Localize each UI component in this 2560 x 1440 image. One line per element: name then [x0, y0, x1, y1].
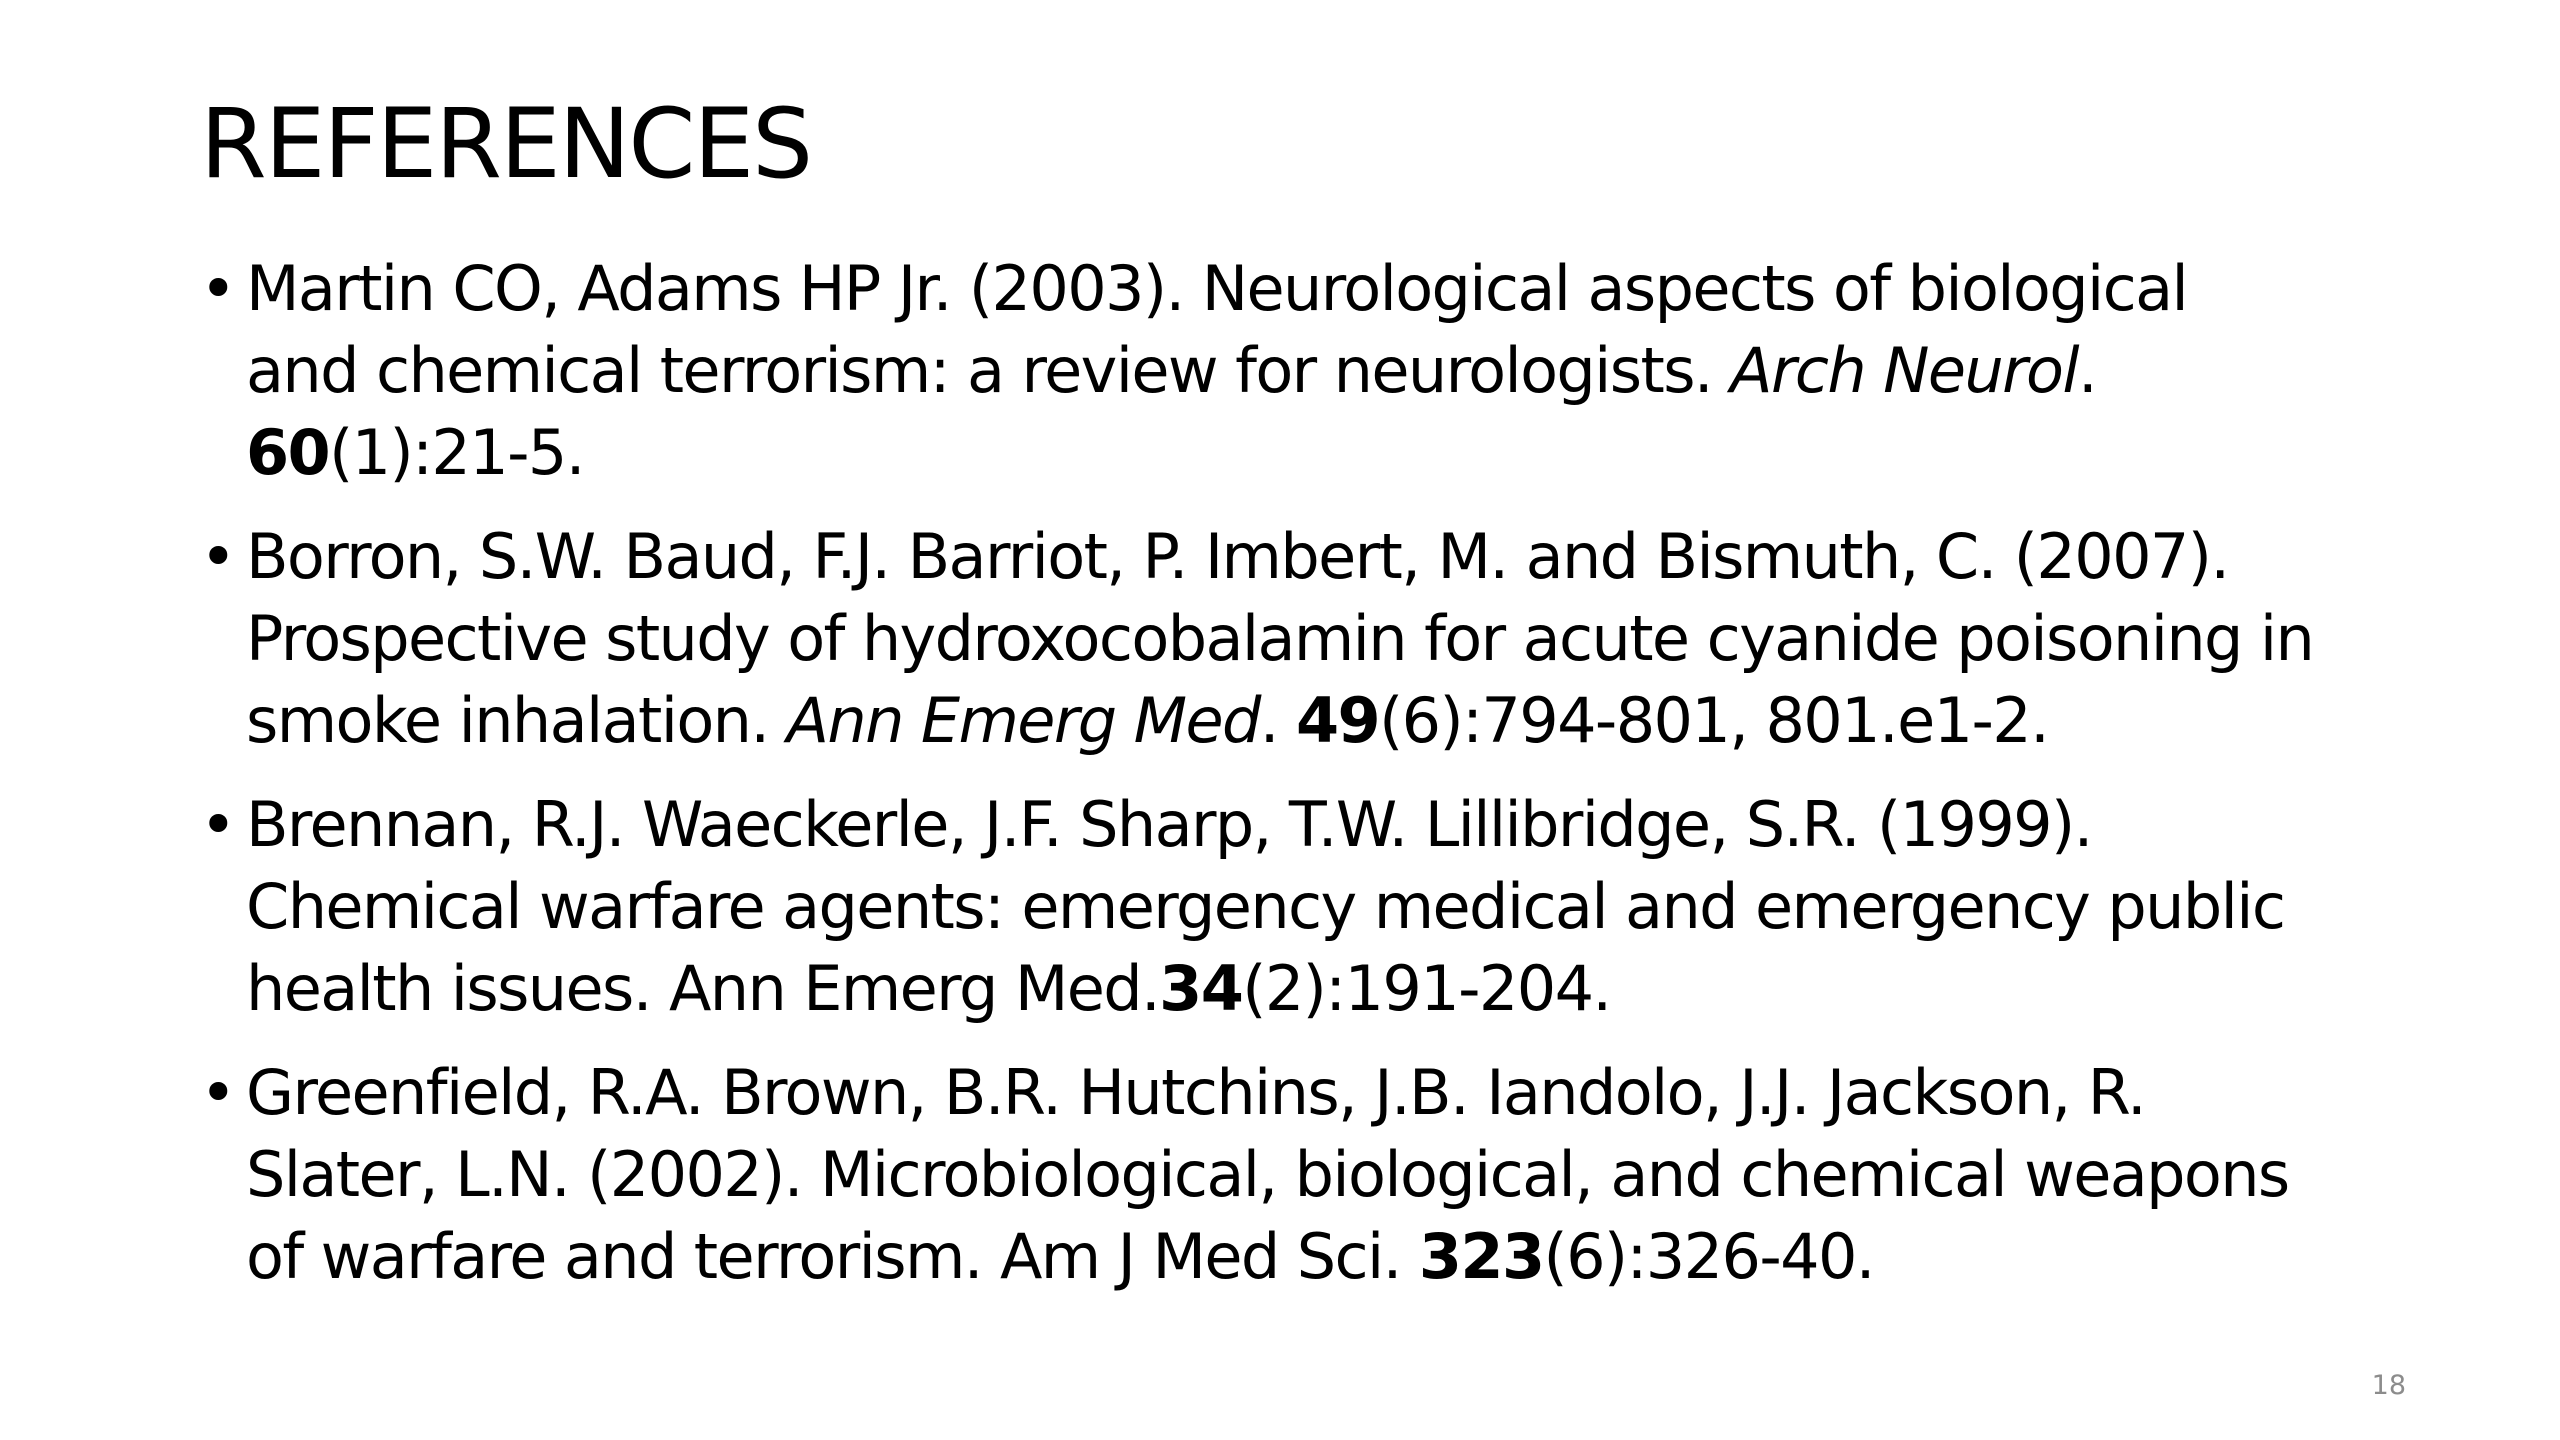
reference-item-brennan — [200, 784, 2400, 1030]
bullet-icon: • — [200, 788, 235, 861]
reference-line — [246, 948, 2400, 1030]
journal-name: Ann Emerg Med — [786, 684, 1260, 757]
reference-text: Greenfield, R.A. Brown, B.R. Hutchins, J.B. Iandolo, J.J. Jackson, R. — [246, 1056, 2146, 1129]
reference-line — [246, 1134, 2400, 1216]
page-range: (6):326-40. — [1543, 1220, 1874, 1293]
reference-text: health issues. Ann Emerg Med. — [246, 952, 1160, 1025]
page-number: 18 — [2371, 1370, 2406, 1401]
bullet-icon: • — [200, 252, 235, 325]
reference-text: Chemical warfare agents: emergency medical and emergency public — [246, 870, 2285, 943]
journal-name: Arch Neurol — [1730, 334, 2078, 407]
page-range: (2):191-204. — [1242, 952, 1611, 1025]
volume-number: 323 — [1418, 1220, 1544, 1293]
reference-text: Slater, L.N. (2002). Microbiological, biological, and chemical weapons — [246, 1138, 2289, 1211]
page-range: (1):21-5. — [329, 416, 584, 489]
reference-line — [246, 1216, 2400, 1298]
bullet-icon: • — [200, 520, 235, 593]
bullet-icon: • — [200, 1056, 235, 1129]
slide-title: REFERENCES — [200, 88, 812, 200]
reference-line — [246, 866, 2400, 948]
page-range: (6):794-801, 801.e1-2. — [1379, 684, 2049, 757]
reference-line — [246, 516, 2400, 598]
reference-text: of warfare and terrorism. Am J Med Sci. — [246, 1220, 1419, 1293]
volume-number: 49 — [1295, 684, 1380, 757]
reference-line — [246, 680, 2400, 762]
reference-text: Borron, S.W. Baud, F.J. Barriot, P. Imbert, M. and Bismuth, C. (2007). — [246, 520, 2229, 593]
volume-number: 34 — [1159, 952, 1243, 1025]
references-list — [200, 248, 2400, 1320]
reference-text: Prospective study of hydroxocobalamin for acute cyanide poisoning in — [246, 602, 2314, 675]
reference-text: smoke inhalation. — [246, 684, 787, 757]
reference-line — [246, 784, 2400, 866]
reference-text: and chemical terrorism: a review for neurologists. — [246, 334, 1731, 407]
reference-line — [246, 330, 2400, 412]
reference-text: . — [1259, 684, 1296, 757]
reference-line — [246, 248, 2400, 330]
reference-item-martin — [200, 248, 2400, 494]
reference-text: Brennan, R.J. Waeckerle, J.F. Sharp, T.W. Lillibridge, S.R. (1999). — [246, 788, 2092, 861]
reference-text: . — [2078, 334, 2097, 407]
reference-item-borron — [200, 516, 2400, 762]
volume-number: 60 — [246, 416, 330, 489]
reference-line — [246, 598, 2400, 680]
reference-line — [246, 412, 2400, 494]
reference-item-greenfield — [200, 1052, 2400, 1298]
reference-text: Martin CO, Adams HP Jr. (2003). Neurological aspects of biological — [246, 252, 2188, 325]
reference-line — [246, 1052, 2400, 1134]
